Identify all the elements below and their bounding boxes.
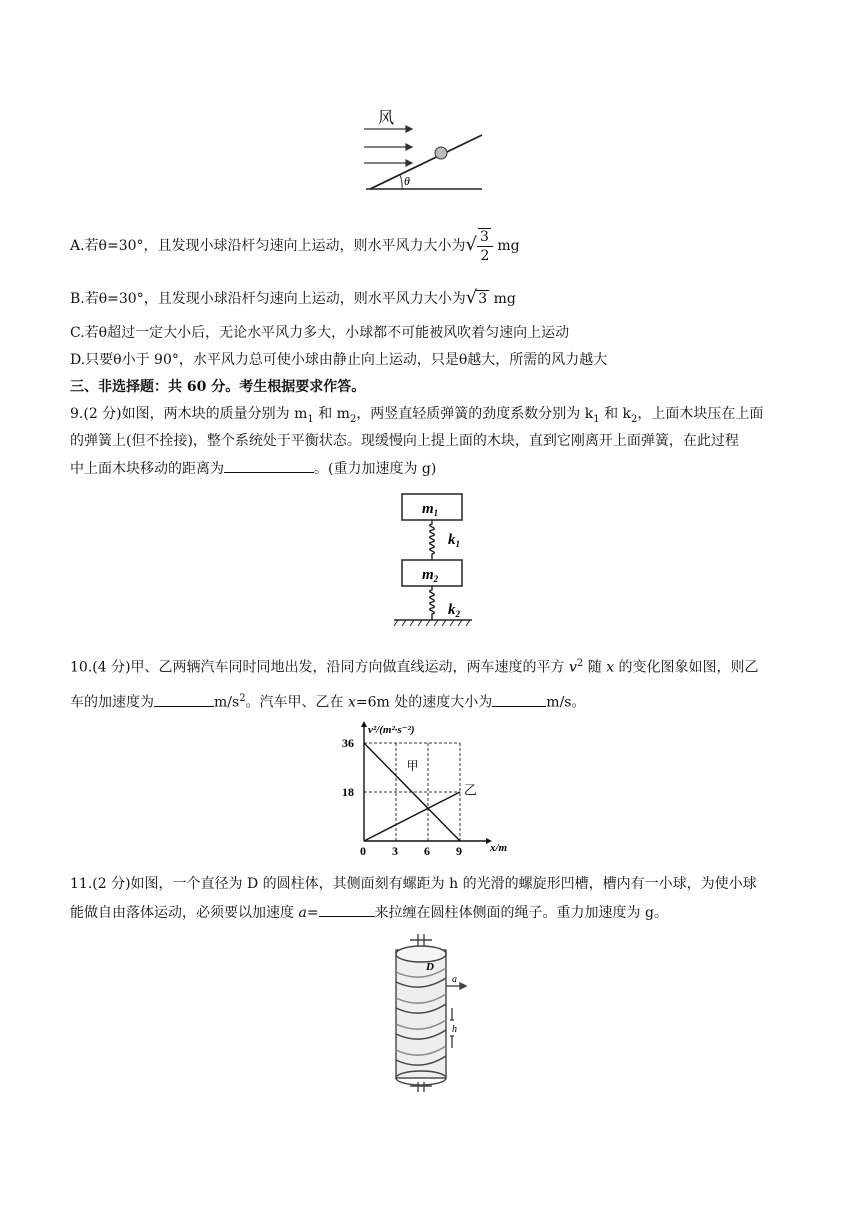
theta-label: θ (404, 174, 410, 188)
y-tick-label: 36 (342, 736, 354, 750)
answer-blank[interactable] (224, 458, 314, 473)
q9-line1: 9.(2 分)如图，两木块的质量分别为 $m_1$ 和 $m_2$，两竖直轻质弹簧的劲度系数分别为 $k_1$ 和 $k_2$，上面木块压在上面 (70, 406, 764, 425)
series-label-2: 乙 (464, 782, 478, 798)
answer-blank[interactable] (154, 692, 214, 707)
option-c: C.若θ超过一定大小后，无论水平风力多大，小球都不可能被风吹着匀速向上运动 (70, 325, 570, 341)
x-tick-label: 9 (456, 844, 462, 858)
q11-line2: 能做自由落体运动，必须要以加速度 a= 来拉缠在圆柱体侧面的绳子。重力加速度为 g。 (70, 902, 668, 923)
pitch-label: h (452, 1024, 457, 1035)
answer-blank[interactable] (319, 902, 375, 917)
q11-line1: 11.(2 分)如图，一个直径为 D 的圆柱体，其侧面刻有螺距为 h 的光滑的螺旋形凹槽，槽内有一小球，为使小球 (70, 876, 757, 892)
svg-text:k1: $k_1$ (448, 532, 460, 549)
series-line-2 (364, 792, 460, 841)
wind-rod-figure (360, 105, 490, 195)
q9-line2: 的弹簧上(但不拴接)，整个系统处于平衡状态。现缓慢向上提上面的木块，直到它刚离开上面弹簧，在此过程 (70, 433, 739, 449)
option-d: D.只要θ小于 90°，水平风力总可使小球由静止向上运动，只是θ越大，所需的风力越大 (70, 352, 608, 368)
x-tick-label: 6 (424, 844, 430, 858)
option-a: A.若θ=30°，且发现小球沿杆匀速向上运动，则水平风力大小为√ $\frac{3}{2}$ mg (70, 228, 520, 264)
spring-blocks-figure (390, 492, 490, 630)
wind-label: 风 (378, 110, 395, 127)
q9-line3: 中上面木块移动的距离为 。(重力加速度为 g) (70, 458, 436, 479)
cylinder-figure (380, 932, 480, 1094)
q10-line2: 车的加速度为 $m/s^2$。汽车甲、乙在 x=6m 处的速度大小为 m/s。 (70, 693, 586, 711)
ball (435, 147, 447, 159)
x-axis-label: x/m (490, 842, 508, 854)
q10-line1: 10.(4 分)甲、乙两辆汽车同时同地出发，沿同方向做直线运动，两车速度的平方 $v^2$ 随 x 的变化图象如图，则乙 (70, 658, 759, 676)
x-tick-label: 3 (392, 844, 398, 858)
accel-label: a (452, 974, 457, 985)
answer-blank[interactable] (492, 692, 546, 707)
svg-text:m1: $m_1$ (422, 501, 439, 518)
y-tick-label: 18 (342, 785, 354, 799)
svg-text:m2: $m_2$ (422, 567, 439, 584)
y-axis-arrow (361, 721, 367, 727)
y-axis-label: v²/(m²·s⁻²) (368, 724, 415, 736)
fraction: $\frac{3}{2}$ (477, 228, 493, 265)
option-b: B.若θ=30°，且发现小球沿杆匀速向上运动，则水平风力大小为√3 mg (70, 287, 516, 308)
diameter-label: D (426, 961, 434, 973)
series-label-1: 甲 (406, 759, 419, 774)
svg-text:k2: $k_2$ (448, 602, 460, 619)
v2-x-chart (330, 717, 510, 865)
x-tick-label: 0 (360, 844, 366, 858)
section-heading: 三、非选择题：共 60 分。考生根据要求作答。 (70, 379, 366, 395)
